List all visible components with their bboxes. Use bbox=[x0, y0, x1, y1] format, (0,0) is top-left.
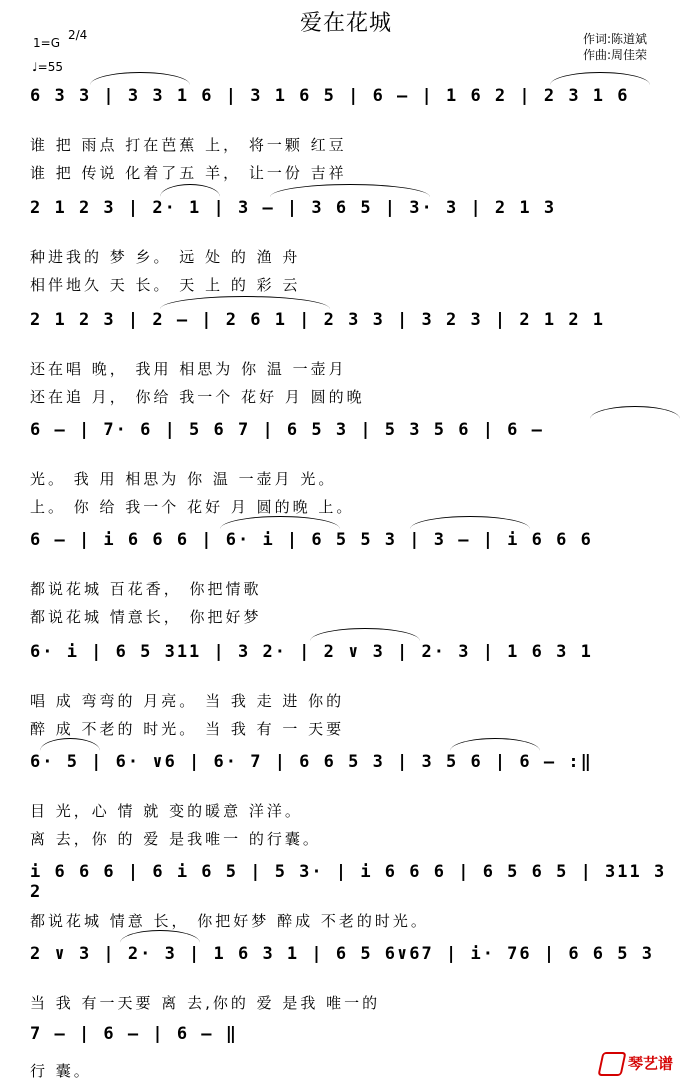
lyric-verse-2: 相伴地久 天 长。 天 上 的 彩 云 bbox=[30, 276, 301, 294]
lyric-verse-1: 目 光，心 情 就 变的暖意 洋洋。 bbox=[30, 802, 303, 820]
lyric-verse-1: 唱 成 弯弯的 月亮。 当 我 走 进 你的 bbox=[30, 692, 345, 710]
key-signature: 1=G bbox=[33, 36, 60, 50]
staff-row-8 bbox=[30, 862, 680, 932]
lyric-verse-1: 谁 把 雨点 打在芭蕉 上， 将一颗 红豆 bbox=[30, 136, 347, 154]
notation-line: 7 – | 6 – | 6 – ‖ bbox=[30, 1024, 238, 1044]
staff-row-6 bbox=[30, 642, 680, 742]
staff-row-1 bbox=[30, 86, 680, 186]
slur bbox=[90, 72, 190, 85]
staff-row-9 bbox=[30, 944, 680, 1014]
lyric-verse-1: 都说花城 百花香， 你把情歌 bbox=[30, 580, 262, 598]
composer-credit: 作曲:周佳荣 bbox=[583, 48, 648, 62]
lyric-verse-2: 醉 成 不老的 时光。 当 我 有 一 天要 bbox=[30, 720, 345, 738]
lyric-verse-2: 离 去，你 的 爱 是我唯一 的行囊。 bbox=[30, 830, 321, 848]
logo-icon bbox=[597, 1052, 626, 1076]
slur bbox=[550, 72, 650, 85]
time-signature: 2/4 bbox=[68, 28, 88, 42]
watermark-text: 琴艺谱 bbox=[628, 1054, 674, 1073]
notation-line: 2 1 2 3 | 2· 1 | 3 – | 3 6 5 | 3· 3 | 2 1 3 bbox=[30, 198, 557, 218]
notation-line: 2 ∨ 3 | 2· 3 | 1 6 3 1 | 6 5 6∨67 | i· 76 | 6 6 5 3 bbox=[30, 944, 654, 964]
notation-line: 6 – | i 6 6 6 | 6· i | 6 5 5 3 | 3 – | i 6 6 6 bbox=[30, 530, 593, 550]
notation-line: 2 1 2 3 | 2 – | 2 6 1 | 2 3 3 | 3 2 3 | 2 1 2 1 bbox=[30, 310, 606, 330]
staff-row-3 bbox=[30, 310, 680, 410]
notation-line: 6· 5 | 6· ∨6 | 6· 7 | 6 6 5 3 | 3 5 6 | 6 – :‖ bbox=[30, 752, 593, 772]
page-title: 爱在花城 bbox=[299, 11, 392, 36]
lyric-verse-1: 行 囊。 bbox=[30, 1062, 92, 1080]
notation-line: 6 – | 7· 6 | 5 6 7 | 6 5 3 | 5 3 5 6 | 6 – bbox=[30, 420, 544, 440]
lyric-verse-2: 还在追 月， 你给 我一个 花好 月 圆的晚 bbox=[30, 388, 365, 406]
lyric-verse-2: 上。 你 给 我一个 花好 月 圆的晚 上。 bbox=[30, 498, 355, 516]
lyric-verse-1: 都说花城 情意 长， 你把好梦 醉成 不老的时光。 bbox=[30, 912, 429, 930]
tempo-marking: ♩=55 bbox=[32, 60, 63, 74]
lyric-verse-1: 还在唱 晚， 我用 相思为 你 温 一壶月 bbox=[30, 360, 347, 378]
lyric-verse-1: 光。 我 用 相思为 你 温 一壶月 光。 bbox=[30, 470, 337, 488]
staff-row-7 bbox=[30, 752, 680, 852]
staff-row-10 bbox=[30, 1024, 680, 1084]
watermark-logo bbox=[600, 1052, 673, 1076]
notation-line: 6 3 3 | 3 3 1 6 | 3 1 6 5 | 6 – | 1 6 2 | 2 3 1 6 bbox=[30, 86, 630, 106]
staff-row-2 bbox=[30, 198, 680, 298]
staff-row-4 bbox=[30, 420, 680, 520]
notation-line: 6· i | 6 5 311 | 3 2· | 2 ∨ 3 | 2· 3 | 1 6 3 1 bbox=[30, 642, 593, 662]
lyric-verse-2: 都说花城 情意长， 你把好梦 bbox=[30, 608, 262, 626]
lyricist-credit: 作词:陈道斌 bbox=[583, 32, 648, 46]
notation-line: i 6 6 6 | 6 i 6 5 | 5 3· | i 6 6 6 | 6 5 6 5 | 311 3 2 bbox=[30, 862, 667, 902]
lyric-verse-1: 当 我 有一天要 离 去,你的 爱 是我 唯一的 bbox=[30, 994, 381, 1012]
lyric-verse-2: 谁 把 传说 化着了五 羊， 让一份 吉祥 bbox=[30, 164, 347, 182]
staff-row-5 bbox=[30, 530, 680, 630]
lyric-verse-1: 种进我的 梦 乡。 远 处 的 渔 舟 bbox=[30, 248, 301, 266]
